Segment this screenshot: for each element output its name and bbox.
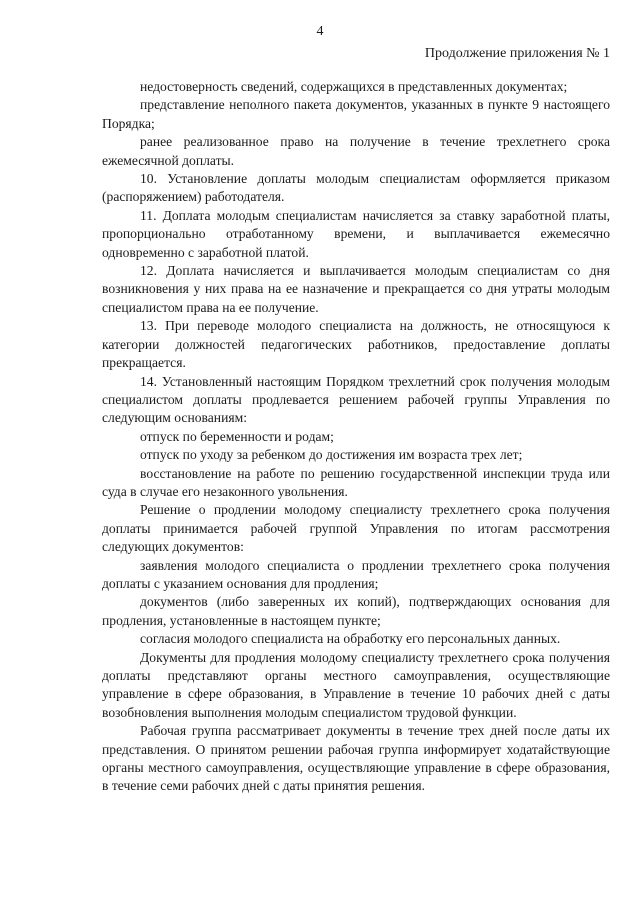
paragraph: Решение о продлении молодому специалисту трехлетнего срока получения доплаты принимается рабочей группой Управления по итогам рассмотрения следующих документов: [102, 502, 610, 555]
paragraph: согласия молодого специалиста на обработку его персональных данных. [140, 631, 561, 647]
paragraph: восстановление на работе по решению государственной инспекции труда или суда в случае его незаконного увольнения. [102, 465, 610, 499]
paragraph: ранее реализованное право на получение в течение трехлетнего срока ежемесячной доплаты. [102, 134, 610, 168]
paragraph: 12. Доплата начисляется и выплачивается молодым специалистам со дня возникновения у них права на ее назначение и прекращается со дня утраты молодым специалистом права на ее получение. [102, 263, 610, 315]
paragraph: Документы для продления молодому специалисту трехлетнего срока получения доплаты представляют органы местного самоуправления, осуществляющие управление в сфере образования, в Управление в течение 10 рабочих дней с даты возобновления выполнения молодым специалистом трудовой функции. [102, 649, 610, 720]
paragraph: заявления молодого специалиста о продлении трехлетнего срока получения доплаты с указанием основания для продления; [102, 557, 610, 591]
paragraph: 13. При переводе молодого специалиста на должность, не относящуюся к категории должностей педагогических работников, предоставление доплаты прекращается. [102, 318, 610, 371]
paragraph: 14. Установленный настоящим Порядком трехлетний срок получения молодым специалистом доплаты продлевается решением рабочей группы Управления по следующим основаниям: [102, 373, 610, 426]
paragraph: представление неполного пакета документов, указанных в пункте 9 настоящего Порядка; [102, 97, 610, 131]
paragraph: отпуск по беременности и родам; [140, 428, 334, 444]
paragraph: недостоверность сведений, содержащихся в представленных документах; [140, 79, 568, 94]
document-body [102, 78, 610, 796]
paragraph: Рабочая группа рассматривает документы в течение трех дней после даты их представления. О принятом решении рабочая группа информирует ходатайствующие органы местного самоуправления, осуществляющие управление в сфере образования, в течение семи рабочих дней с даты принятия решения. [102, 723, 610, 794]
continuation-header: Продолжение приложения № 1 [424, 46, 610, 61]
paragraph: 11. Доплата молодым специалистам начисляется за ставку заработной платы, пропорционально отработанному времени, и выплачивается ежемесячно одновременно с заработной платой. [102, 207, 610, 260]
paragraph: документов (либо заверенных их копий), подтверждающих основания для продления, установленные в настоящем пункте; [102, 594, 610, 628]
paragraph: 10. Установление доплаты молодым специалистам оформляется приказом (распоряжением) работодателя. [102, 171, 610, 205]
paragraph: отпуск по уходу за ребенком до достижения им возраста трех лет; [140, 447, 523, 463]
page-number: 4 [316, 24, 324, 39]
